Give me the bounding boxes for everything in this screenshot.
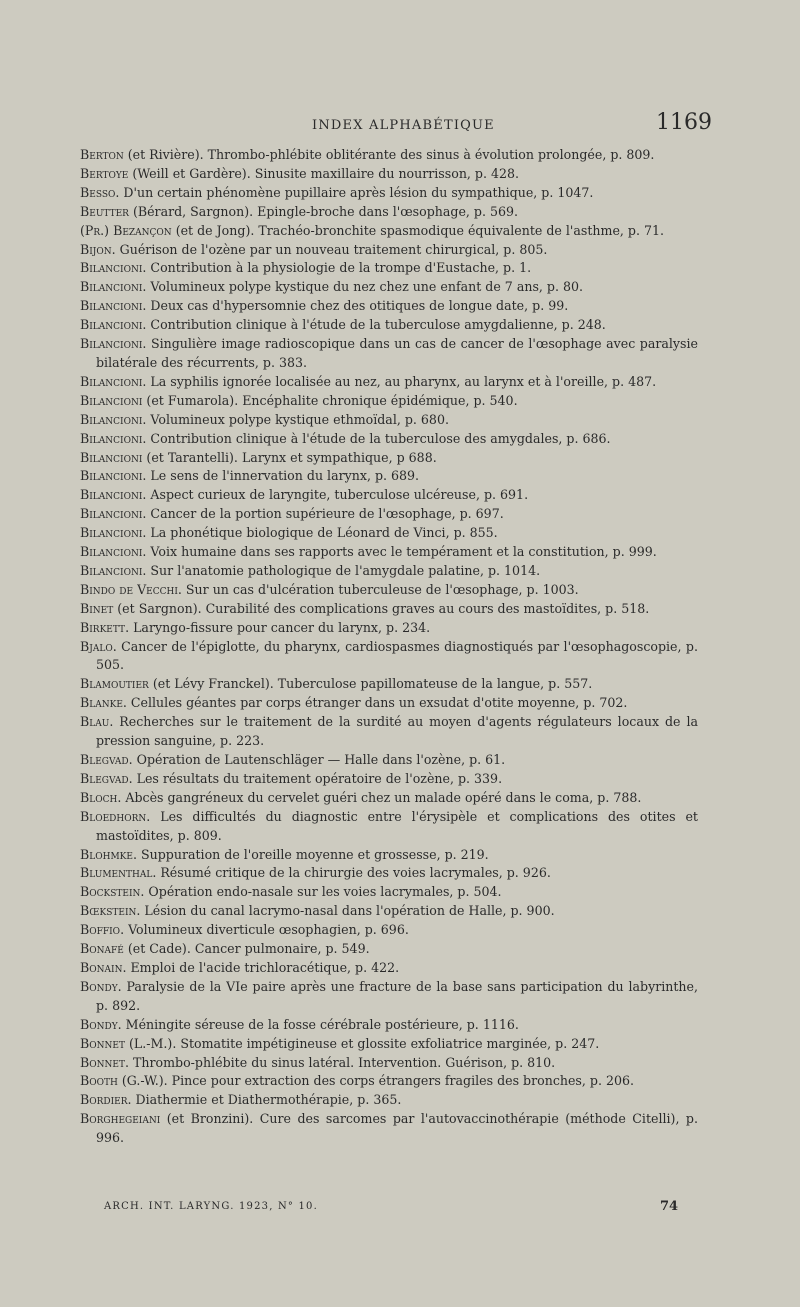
entry-author: Berton [80, 147, 124, 162]
entry-author: Blau [80, 714, 110, 730]
entry-author: Birkett [80, 619, 126, 635]
index-entry [80, 883, 698, 902]
index-entry [80, 713, 698, 751]
entry-author: Bertoye [80, 165, 129, 181]
index-entry [80, 259, 698, 278]
entry-author: Bilancioni [80, 411, 143, 427]
entry-author: Bonnet [80, 1054, 125, 1070]
entry-author: Boffio [80, 922, 121, 938]
index-entry [80, 619, 698, 638]
entry-author: Bondy [80, 1016, 118, 1032]
entry-author: Bilancioni [80, 506, 143, 522]
entry-text: . Contribution clinique à l'étude de la tuberculose des amygdales, p. 686. [142, 430, 611, 446]
index-entry [80, 770, 698, 789]
index-entry [80, 467, 698, 486]
index-entry [80, 222, 698, 241]
entry-text: . Laryngo-fissure pour cancer du larynx, p. 234. [125, 619, 431, 635]
index-entry [80, 241, 698, 260]
entry-author: Bonain [80, 959, 123, 975]
entry-text: . Aspect curieux de laryngite, tuberculose ulcéreuse, p. 691. [142, 487, 529, 503]
index-entry [80, 940, 698, 959]
entry-text: . Les résultats du traitement opératoire de l'ozène, p. 339. [128, 770, 503, 786]
entry-text: . Résumé critique de la chirurgie des voies lacrymales, p. 926. [152, 865, 551, 881]
entry-author: Blegvad [80, 752, 129, 767]
index-entry [80, 921, 698, 940]
entry-author: Bilancioni [80, 544, 143, 560]
entry-text: . Opération endo-nasale sur les voies lacrymales, p. 504. [140, 884, 502, 900]
entry-text: . Emploi de l'acide trichloracétique, p. 422. [122, 959, 400, 975]
index-entry [80, 902, 698, 921]
entry-author: Bilancioni [80, 449, 143, 465]
entry-text: . Sur l'anatomie pathologique de l'amygdale palatine, p. 1014. [142, 562, 541, 578]
index-entry [80, 297, 698, 316]
index-entry [80, 581, 698, 600]
entry-text: . La syphilis ignorée localisée au nez, au pharynx, au larynx et à l'oreille, p. 487. [142, 373, 657, 389]
index-entry [80, 486, 698, 505]
entry-author: Bilancioni [80, 336, 143, 352]
entry-text: (et Sargnon). Curabilité des complications graves au cours des mastoïdites, p. 518. [113, 600, 650, 616]
entry-text: . Contribution clinique à l'étude de la tuberculose amygdalienne, p. 248. [142, 317, 606, 333]
entry-text: . Voix humaine dans ses rapports avec le tempérament et la constitution, p. 999. [142, 544, 657, 560]
entry-text: (et Bronzini). Cure des sarcomes par l'autovaccinothérapie (méthode Citelli), p. 996. [96, 1111, 698, 1146]
index-entry [80, 1091, 698, 1110]
index-entry [80, 1072, 698, 1091]
entry-text: (et Cade). Cancer pulmonaire, p. 549. [123, 941, 370, 957]
entry-author: Blegvad [80, 770, 129, 786]
entry-text: . Volumineux polype kystique ethmoïdal, p. 680. [142, 411, 449, 427]
entry-author: Bilancioni [80, 260, 143, 276]
entry-text: (Weill et Gardère). Sinusite maxillaire du nourrisson, p. 428. [128, 165, 520, 181]
index-entry [80, 146, 698, 165]
index-title: INDEX ALPHABÉTIQUE [312, 118, 495, 133]
entry-text: . Singulière image radioscopique dans un cas de cancer de l'œsophage avec paralysie bilatérale des récurrents, p. 383. [96, 336, 698, 370]
index-entry [80, 675, 698, 694]
index-entry [80, 505, 698, 524]
entry-text: . D'un certain phénomène pupillaire après lésion du sympathique, p. 1047. [115, 184, 594, 200]
index-entry [80, 808, 698, 846]
running-head [0, 110, 800, 142]
entry-text: . Méningite séreuse de la fosse cérébrale postérieure, p. 1116. [117, 1016, 519, 1032]
index-entry [80, 694, 698, 713]
index-entry [80, 278, 698, 297]
entry-author: Bondy [80, 978, 118, 994]
entry-author: Bordier [80, 1092, 128, 1108]
entry-author: Bilancioni [80, 373, 143, 389]
entry-author: Bockstein [80, 884, 141, 900]
entry-author: Bilancioni [80, 392, 143, 408]
entry-text: . Lésion du canal lacrymo-nasal dans l'opération de Halle, p. 900. [136, 903, 555, 919]
entry-text: . Contribution à la physiologie de la trompe d'Eustache, p. 1. [142, 260, 532, 276]
entry-text: . Diathermie et Diathermothérapie, p. 365. [127, 1092, 402, 1108]
index-entry [80, 978, 698, 1016]
index-entry [80, 203, 698, 222]
entry-text: . Suppuration de l'oreille moyenne et grossesse, p. 219. [132, 846, 489, 862]
entry-author: Bilancioni [80, 468, 143, 484]
index-entry [80, 789, 698, 808]
entry-author: Besso [80, 184, 116, 200]
entry-text: . Paralysie de la VIe paire après une fracture de la base sans participation du labyrinthe, p. 892. [96, 978, 698, 1013]
entry-author: Bilancioni [80, 279, 143, 295]
entry-text: . Abcès gangréneux du cervelet guéri chez un malade opéré dans le coma, p. 788. [117, 789, 642, 805]
entry-text: . Volumineux diverticule œsophagien, p. 696. [120, 922, 409, 938]
index-entry [80, 165, 698, 184]
index-entries [80, 146, 698, 1148]
index-entry [80, 449, 698, 468]
entry-text: (et Lévy Franckel). Tuberculose papillomateuse de la langue, p. 557. [148, 676, 593, 692]
index-entry [80, 392, 698, 411]
index-entry [80, 1016, 698, 1035]
entry-text: (et Fumarola). Encéphalite chronique épidémique, p. 540. [142, 392, 518, 408]
entry-author: Blohmke [80, 846, 133, 862]
entry-author: Bilancioni [80, 562, 143, 578]
entry-text: . Sur un cas d'ulcération tuberculeuse de l'œsophage, p. 1003. [177, 581, 579, 597]
entry-author: Bilancioni [80, 525, 143, 541]
entry-text: . Le sens de l'innervation du larynx, p. 689. [142, 468, 420, 484]
entry-text: . Cancer de l'épiglotte, du pharynx, cardiospasmes diagnostiqués par l'œsophagoscopie, p. 505. [96, 638, 698, 673]
entry-author: Borghegeiani [80, 1111, 161, 1127]
entry-author: Bilancioni [80, 430, 143, 446]
page-number: 1169 [656, 110, 712, 135]
index-entry [80, 335, 698, 373]
entry-text: (G.-W.). Pince pour extraction des corps étrangers fragiles des bronches, p. 206. [117, 1073, 635, 1089]
entry-text: . Recherches sur le traitement de la surdité au moyen d'agents régulateurs locaux de la pression sanguine, p. 223. [96, 714, 698, 749]
entry-author: Booth [80, 1073, 118, 1089]
entry-author: Bindo de Vecchi [80, 581, 178, 597]
index-entry [80, 638, 698, 676]
entry-author: Beutter [80, 203, 129, 219]
entry-text: (Bérard, Sargnon). Epingle-broche dans l'œsophage, p. 569. [128, 203, 519, 219]
entry-text: (et de Jong). Trachéo-bronchite spasmodique équivalente de l'asthme, p. 71. [171, 222, 664, 238]
index-entry [80, 864, 698, 883]
signature-mark: 74 [660, 1199, 679, 1214]
entry-author: Bjalo [80, 638, 113, 654]
index-entry [80, 184, 698, 203]
entry-author: Bloedhorn [80, 808, 147, 824]
index-entry [80, 751, 698, 770]
entry-text: (et Rivière). Thrombo-phlébite oblitérante des sinus à évolution prolongée, p. 809. [123, 147, 655, 162]
index-entry [80, 316, 698, 335]
index-entry [80, 1110, 698, 1148]
entry-text: . Les difficultés du diagnostic entre l'érysipèle et complications des otites et mastoïdites, p. 809. [96, 808, 698, 843]
entry-text: . Cellules géantes par corps étranger dans un exsudat d'otite moyenne, p. 702. [122, 695, 628, 711]
entry-author: Bonafé [80, 941, 124, 957]
entry-author: Bœkstein [80, 903, 137, 919]
entry-text: . Guérison de l'ozène par un nouveau traitement chirurgical, p. 805. [111, 241, 548, 257]
index-entry [80, 1035, 698, 1054]
index-entry [80, 543, 698, 562]
entry-text: . Cancer de la portion supérieure de l'œsophage, p. 697. [142, 506, 504, 522]
entry-author: (Pr.) Bezançon [80, 222, 172, 238]
entry-author: Bonnet [80, 1035, 125, 1051]
entry-text: . Thrombo-phlébite du sinus latéral. Intervention. Guérison, p. 810. [124, 1054, 556, 1070]
index-entry [80, 373, 698, 392]
index-entry [80, 1054, 698, 1073]
entry-text: . Opération de Lautenschläger — Halle dans l'ozène, p. 61. [128, 752, 506, 767]
index-entry [80, 430, 698, 449]
entry-author: Bilancioni [80, 487, 143, 503]
entry-author: Blumenthal [80, 865, 153, 881]
index-entry [80, 524, 698, 543]
entry-author: Bloch [80, 789, 118, 805]
entry-author: Blamoutier [80, 676, 149, 692]
entry-author: Bilancioni [80, 298, 143, 314]
entry-text: . La phonétique biologique de Léonard de Vinci, p. 855. [142, 525, 498, 541]
entry-text: . Deux cas d'hypersomnie chez des otitiques de longue date, p. 99. [142, 298, 569, 314]
entry-author: Bilancioni [80, 317, 143, 333]
entry-author: Binet [80, 600, 114, 616]
entry-text: (et Tarantelli). Larynx et sympathique, p 688. [142, 449, 437, 465]
index-entry [80, 959, 698, 978]
entry-author: Bijon [80, 241, 112, 257]
entry-text: (L.-M.). Stomatite impétigineuse et glossite exfoliatrice marginée, p. 247. [124, 1035, 600, 1051]
index-entry [80, 411, 698, 430]
journal-footer: ARCH. INT. LARYNG. 1923, N° 10. [104, 1201, 319, 1212]
index-entry [80, 562, 698, 581]
index-entry [80, 600, 698, 619]
entry-author: Blanke [80, 695, 123, 711]
entry-text: . Volumineux polype kystique du nez chez une enfant de 7 ans, p. 80. [142, 279, 584, 295]
index-entry [80, 846, 698, 865]
